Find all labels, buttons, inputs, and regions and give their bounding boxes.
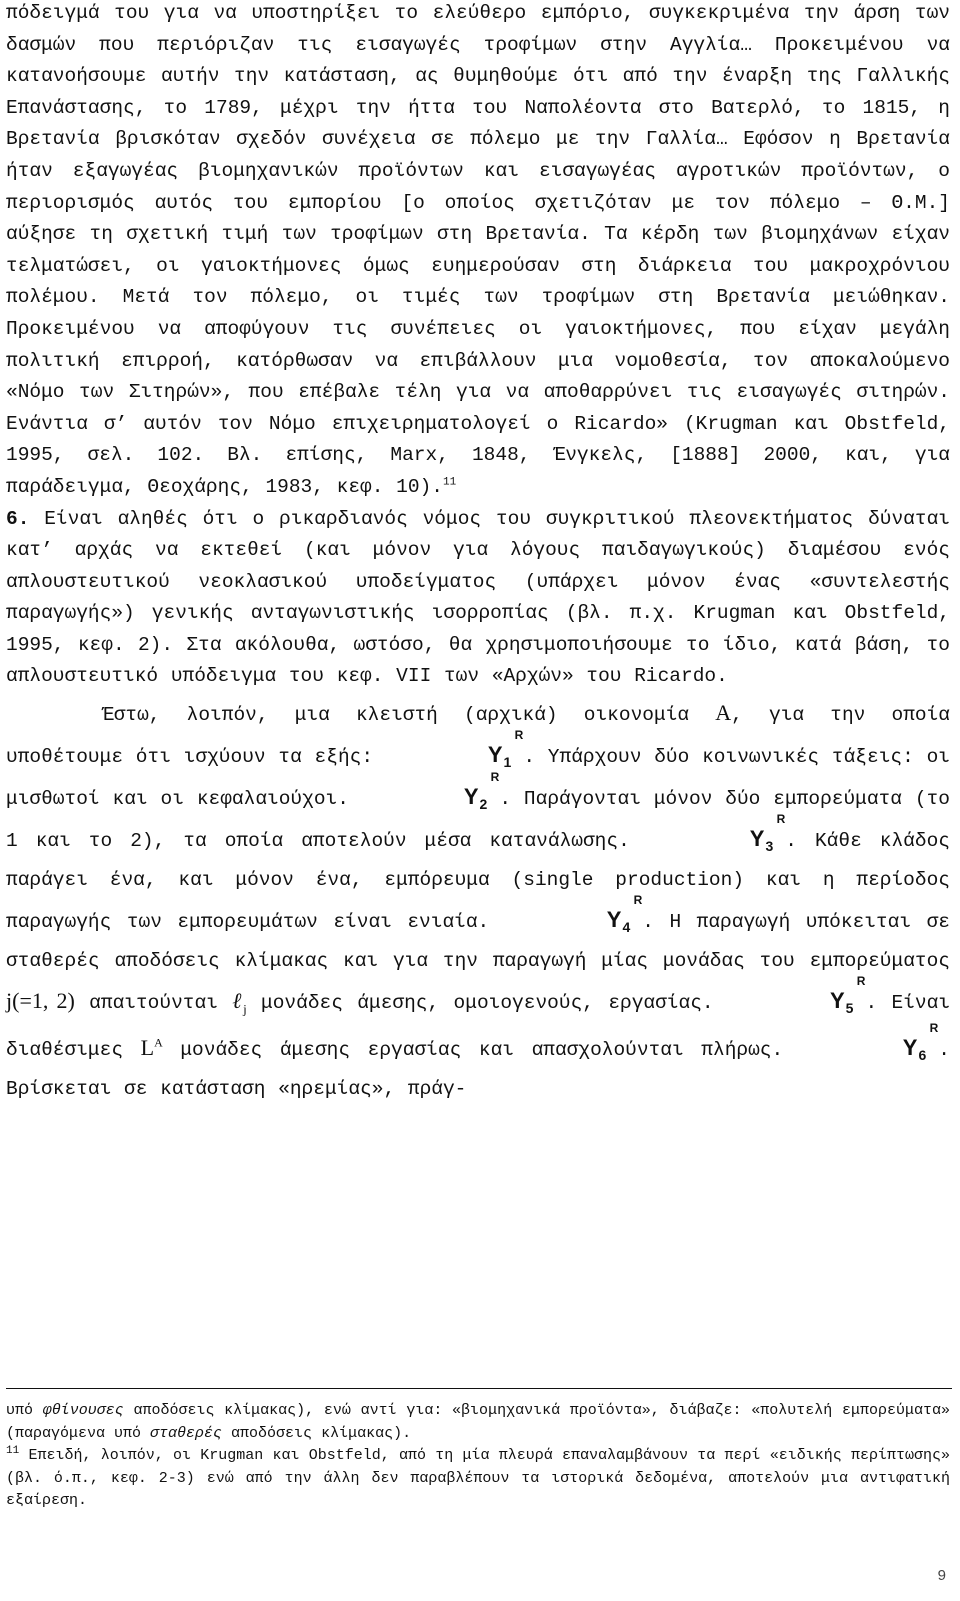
labour-coefficient-symbol: ℓ <box>232 988 244 1014</box>
main-text <box>6 0 950 1109</box>
labour-coefficient-sub: j <box>243 1001 247 1017</box>
assumption-y6-sup: R <box>929 1021 939 1036</box>
labour-supply-symbol: L <box>140 1035 155 1061</box>
quote-paragraph <box>6 0 950 504</box>
section-6-text: Είναι αληθές ότι ο ρικαρδιανός νόμος του συγκριτικού πλεονεκτήματος δύναται κατ’ αρχάς να εκτεθεί (και μόνον για λόγους παιδαγωγικούς) διαμέσου ενός απλουστευτικού νεοκλασικού υποδείγματος (υπάρχει μόνον ένας «συντελεστής παραγωγής») γενικής ανταγωνιστικής ισορροπίας (βλ. π.χ. Krugman και Obstfeld, 1995, κεφ. 2). Στα ακόλουθα, ωστόσο, θα χρησιμοποιήσουμε το ίδιο, κατά βάση, το απλουστευτικό υπόδειγμα του κεφ. VII των «Αρχών» του Ricardo. <box>6 507 950 688</box>
assumption-y4 <box>511 893 643 942</box>
footnote-divider <box>6 1388 952 1389</box>
p3-text-f: . Η παραγωγή υπόκειται σε σταθερές αποδόσεις κλίμακας και για την παραγωγή μίας μονάδας του εμπορεύματος <box>6 911 950 973</box>
p3-text-a: Έστω, λοιπόν, μια κλειστή (αρχικά) οικονομία <box>102 704 716 727</box>
fn10-text-e: αποδόσεις κλίμακας). <box>222 1424 412 1442</box>
fn10-emphasis-1: φθίνουσες <box>42 1402 124 1419</box>
p3-text-e: . Κάθε κλάδος παράγει ένα, και μόνον ένα, εμπόρευμα (single production) και η περίοδος παραγωγής των εμπορευμάτων είναι ενιαία. <box>6 830 950 934</box>
labour-coefficient <box>232 988 247 1017</box>
assumption-y5-sup: R <box>856 974 866 989</box>
assumption-y6-letter: Y <box>902 1035 918 1061</box>
section-6-paragraph <box>6 504 950 694</box>
assumption-y1-letter: Y <box>487 742 503 768</box>
assumptions-paragraph <box>6 693 950 1109</box>
p3-text-h: μονάδες άμεσης, ομοιογενούς, εργασίας. <box>246 992 728 1015</box>
assumption-y3-number: 3 <box>765 838 774 855</box>
document-page <box>6 0 950 1109</box>
fn10-text-a: υπό <box>6 1402 43 1419</box>
assumption-y6 <box>807 1021 939 1070</box>
section-number: 6. <box>6 507 30 530</box>
assumption-y3-letter: Y <box>749 826 765 852</box>
labour-supply-sup: A <box>154 1036 163 1051</box>
assumption-y6-number: 6 <box>918 1047 927 1064</box>
p3-text-m: . Βρίσκεται σε κατάσταση «ηρεμίας», πράγ- <box>6 1039 950 1101</box>
p3-text-b: , για την οποία υποθέτουμε ότι ισχύουν τα εξής: <box>6 704 950 769</box>
footnote-10-continuation <box>6 1400 950 1445</box>
p3-text-d: . Παράγονται μόνον δύο εμπορεύματα (το 1 και το 2), τα οποία αποτελούν μέσα κατανάλωσης. <box>6 788 950 853</box>
assumption-y4-sup: R <box>633 893 643 908</box>
assumption-y2-number: 2 <box>479 796 488 813</box>
footnote-11 <box>6 1445 950 1513</box>
assumption-y2-sup: R <box>490 770 500 785</box>
commodity-index-formula: j(=1, 2) <box>6 988 75 1014</box>
assumption-y2 <box>368 770 500 819</box>
assumption-y4-letter: Y <box>606 907 622 933</box>
p3-text-k: μονάδες άμεσης εργασίας και απασχολούνται πλήρως. <box>162 1039 801 1062</box>
assumption-y3-sup: R <box>776 812 786 827</box>
footnotes <box>6 1400 950 1513</box>
footnote-11-text: Επειδή, λοιπόν, οι Krugman και Obstfeld, από τη μία πλευρά επαναλαμβάνουν τα περί «ειδικής περίπτωσης» (βλ. ό.π., κεφ. 2-3) ενώ από την άλλη δεν παραβλέπουν τα ιστορικά δεδομένα, αποτελούν μια αντιφατική εξαίρεση. <box>6 1447 950 1510</box>
footnote-11-number: 11 <box>6 1445 20 1458</box>
p3-text-i: . Είναι διαθέσιμες <box>6 992 951 1062</box>
assumption-y5 <box>734 974 866 1023</box>
assumption-y5-number: 5 <box>845 1000 854 1017</box>
p3-text-g: απαιτούνται <box>74 992 233 1015</box>
assumption-y1-sup: R <box>514 728 524 743</box>
fn10-emphasis-2: σταθερές <box>150 1424 223 1442</box>
page-number: 9 <box>937 1567 946 1584</box>
assumption-y4-number: 4 <box>622 919 631 936</box>
assumption-y2-letter: Y <box>463 784 479 810</box>
p3-text-c: . Υπάρχουν δύο κοινωνικές τάξεις: οι μισθωτοί και οι κεφαλαιούχοι. <box>6 746 950 811</box>
quote-text: πόδειγμά του για να υποστηρίξει το ελεύθερο εμπόριο, συγκεκριμένα την άρση των δασμών που περιόριζαν τις εισαγωγές τροφίμων στην Αγγλία… Προκειμένου να κατανοήσουμε αυτήν την κατάσταση, ας θυμηθούμε ότι από την έναρξη της Γαλλικής Επανάστασης, το 1789, μέχρι την ήττα του Ναπολέοντα στο Βατερλό, το 1815, η Βρετανία βρισκόταν σχεδόν συνέχεια σε πόλεμο με την Γαλλία… Εφόσον η Βρετανία ήταν εξαγωγέας βιομηχανικών προϊόντων και εισαγωγέας αγροτικών προϊόντων, ο περιορισμός αυτός του εμπορίου [ο οποίος σχετιζόταν με τον πόλεμο – Θ.Μ.] αύξησε τη σχετική τιμή των τροφίμων στη Βρετανία. Τα κέρδη των βιομηχάνων είχαν τελματώσει, οι γαιοκτήμονες όμως ευημερούσαν στη διάρκεια του μακροχρόνιου πολέμου. Μετά τον πόλεμο, οι τιμές των τροφίμων στη Βρετανία μειώθηκαν. Προκειμένου να αποφύγουν τις συνέπειες οι γαιοκτήμονες, που είχαν μεγάλη πολιτική επιρροή, κατόρθωσαν να επιβάλλουν μια νομοθεσία, τον αποκαλούμενο «Νόμο των Σιτηρών», που επέβαλε τέλη για να αποθαρρύνει τις εισαγωγές σιτηρών. Ενάντια σ’ αυτόν τον Νόμο επιχειρηματολογεί ο Ricardo» (Krugman και Obstfeld, 1995, σελ. 102. Βλ. επίσης, Marx, 1848, Ένγκελς, [1888] 2000, και, για παράδειγμα, Θεοχάρης, 1983, κεφ. 10). <box>6 2 950 498</box>
fn10-text-c: αποδόσεις κλίμακας), ενώ αντί για: «βιομηχανικά προϊόντα», διάβαζε: «πολυτελή εμπορεύματα» (παραγόμενα υπό <box>6 1402 950 1442</box>
labour-supply <box>141 1035 163 1060</box>
assumption-y5-letter: Y <box>829 988 845 1014</box>
footnote-ref-11[interactable]: 11 <box>442 476 457 489</box>
assumption-y3 <box>654 812 786 861</box>
economy-symbol: A <box>715 700 732 726</box>
assumption-y1-number: 1 <box>503 754 512 771</box>
